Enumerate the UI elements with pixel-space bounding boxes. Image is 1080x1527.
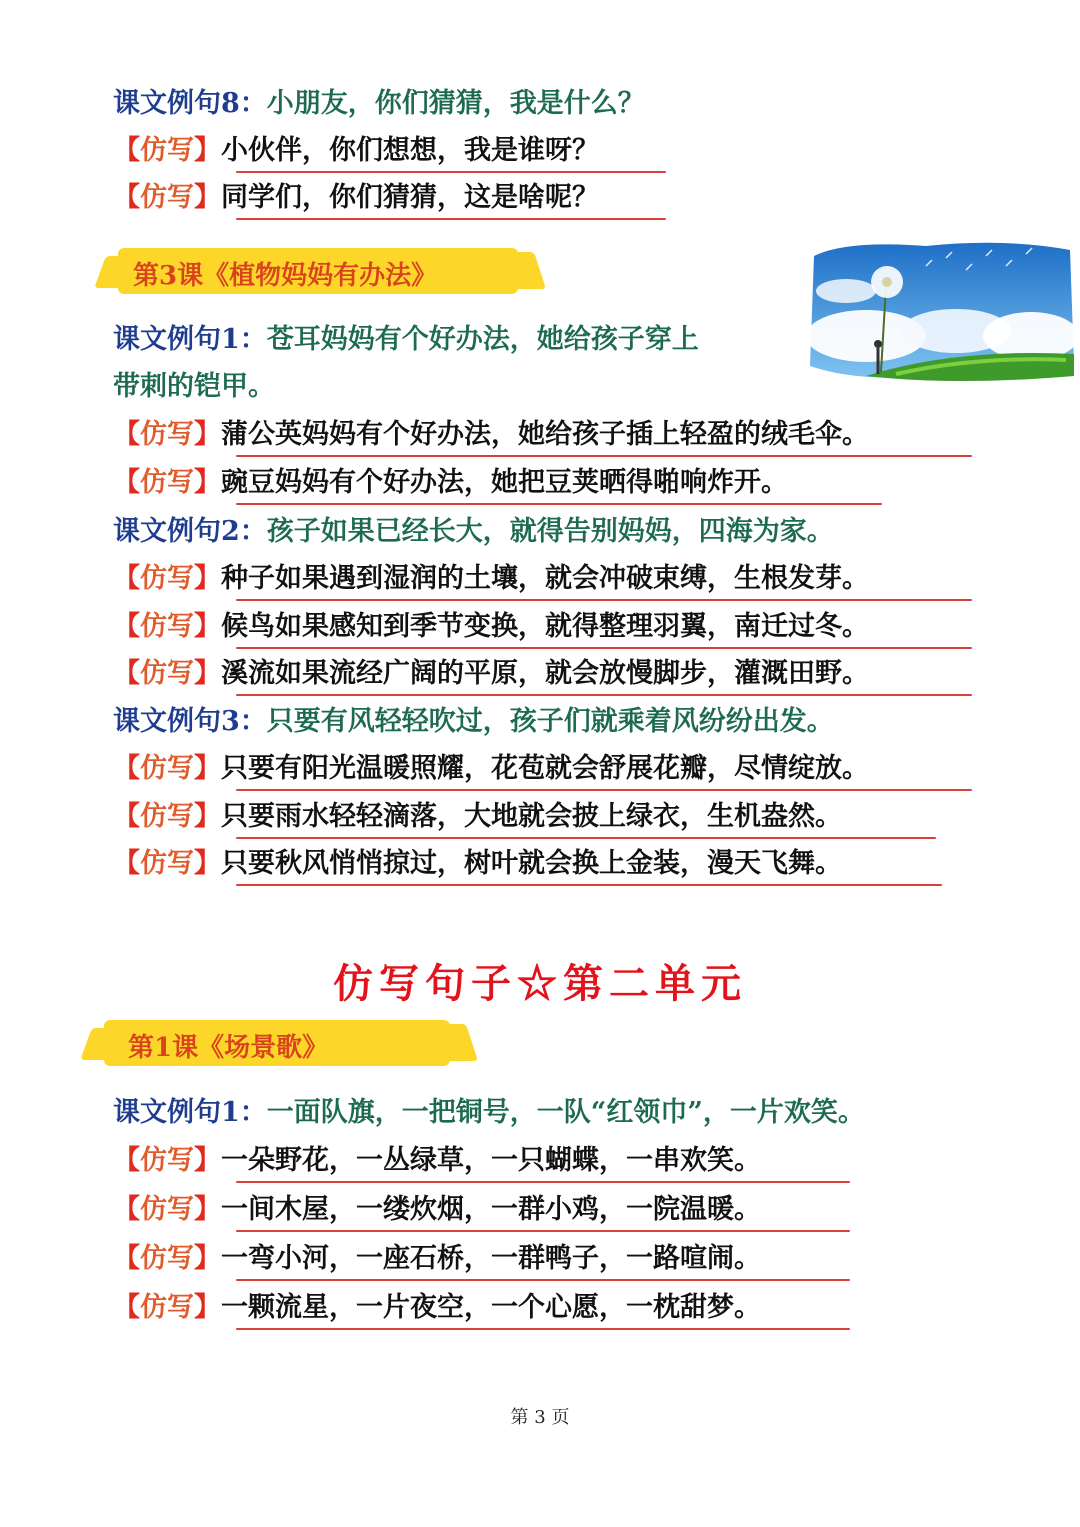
example-sentence-1-cont [113,369,275,405]
bracket-open: 【 [113,1243,140,1274]
imitation-text: 一弯小河，一座石桥，一群鸭子，一路喧闹。 [221,1243,761,1274]
underline [236,837,936,839]
bracket-open: 【 [113,419,140,450]
example-text: 一面队旗，一把铜号，一队“红领巾”，一片欢笑。 [266,1097,865,1128]
imitation-line [113,656,869,692]
imitation-text: 一颗流星，一片夜空，一个心愿，一枕甜梦。 [221,1292,761,1323]
lesson-heading: 第1课《场景歌》 [128,1033,329,1063]
underline [236,694,972,696]
example-text: 小朋友，你们猜猜，我是什么？ [266,88,645,119]
underline [236,884,942,886]
imitation-tag: 仿写 [140,135,194,166]
bracket-open: 【 [113,1194,140,1225]
imitation-line [113,751,869,787]
imitation-tag: 仿写 [140,658,194,689]
bracket-open: 【 [113,753,140,784]
underline [236,1230,850,1232]
underline [236,1181,850,1183]
imitation-line [113,133,599,169]
imitation-text: 溪流如果流经广阔的平原，就会放慢脚步，灌溉田野。 [221,658,869,689]
imitation-text: 蒲公英妈妈有个好办法，她给孩子插上轻盈的绒毛伞。 [221,419,869,450]
example-text: 只要有风轻轻吹过，孩子们就乘着风纷纷出发。 [266,706,834,737]
imitation-tag: 仿写 [140,1194,194,1225]
underline [236,1328,850,1330]
imitation-line [113,561,869,597]
bracket-close: 】 [194,658,221,689]
bracket-close: 】 [194,1243,221,1274]
bracket-open: 【 [113,563,140,594]
bracket-close: 】 [194,611,221,642]
bracket-close: 】 [194,135,221,166]
bracket-close: 】 [194,182,221,213]
underline [236,455,972,457]
imitation-text: 只要雨水轻轻滴落，大地就会披上绿衣，生机盎然。 [221,801,842,832]
example-label: 课文例句1： [113,324,267,355]
imitation-tag: 仿写 [140,563,194,594]
bracket-open: 【 [113,658,140,689]
bracket-open: 【 [113,848,140,879]
bracket-open: 【 [113,611,140,642]
imitation-tag: 仿写 [140,182,194,213]
bracket-open: 【 [113,182,140,213]
imitation-text: 只要有阳光温暖照耀，花苞就会舒展花瓣，尽情绽放。 [221,753,869,784]
imitation-line [113,1192,761,1228]
imitation-tag: 仿写 [140,848,194,879]
bracket-close: 】 [194,753,221,784]
imitation-tag: 仿写 [140,1243,194,1274]
bracket-open: 【 [113,801,140,832]
imitation-line [113,417,869,453]
imitation-tag: 仿写 [140,611,194,642]
imitation-text: 豌豆妈妈有个好办法，她把豆荚晒得啪响炸开。 [221,467,788,498]
example-label: 课文例句2： [113,516,267,547]
example-sentence-1 [113,322,699,358]
imitation-line [113,1241,761,1277]
imitation-line [113,465,788,501]
example-sentence-1 [113,1095,865,1131]
example-text: 孩子如果已经长大，就得告别妈妈，四海为家。 [266,516,834,547]
imitation-tag: 仿写 [140,1145,194,1176]
underline [236,599,972,601]
imitation-line [113,609,869,645]
page-number: 第 3 页 [510,1407,570,1428]
underline [236,1279,850,1281]
bracket-close: 】 [194,419,221,450]
imitation-text: 同学们，你们猜猜，这是啥呢？ [221,182,599,213]
bracket-close: 】 [194,801,221,832]
bracket-close: 】 [194,1292,221,1323]
example-text: 带刺的铠甲。 [113,371,275,402]
underline [236,789,972,791]
lesson-heading: 第3课《植物妈妈有办法》 [133,261,438,291]
example-text: 苍耳妈妈有个好办法，她给孩子穿上 [266,324,699,355]
imitation-line [113,846,842,882]
unit-title: 仿写句子☆第二单元 [333,960,747,1007]
bracket-open: 【 [113,467,140,498]
bracket-close: 】 [194,848,221,879]
bracket-open: 【 [113,135,140,166]
imitation-tag: 仿写 [140,753,194,784]
imitation-tag: 仿写 [140,467,194,498]
bracket-close: 】 [194,1194,221,1225]
imitation-text: 一间木屋，一缕炊烟，一群小鸡，一院温暖。 [221,1194,761,1225]
imitation-text: 小伙伴，你们想想，我是谁呀？ [221,135,599,166]
bracket-close: 】 [194,467,221,498]
example-sentence-8 [113,86,645,122]
underline [236,647,972,649]
example-sentence-3 [113,704,834,740]
underline [236,171,666,173]
underline [236,503,882,505]
imitation-line [113,180,599,216]
imitation-tag: 仿写 [140,801,194,832]
imitation-text: 种子如果遇到湿润的土壤，就会冲破束缚，生根发芽。 [221,563,869,594]
bracket-close: 】 [194,563,221,594]
underline [236,218,666,220]
imitation-line [113,1143,761,1179]
bracket-open: 【 [113,1145,140,1176]
imitation-line [113,1290,761,1326]
bracket-open: 【 [113,1292,140,1323]
bracket-close: 】 [194,1145,221,1176]
dandelion-sky-illustration [806,236,1078,384]
imitation-line [113,799,842,835]
example-label: 课文例句8： [113,88,267,119]
imitation-text: 一朵野花，一丛绿草，一只蝴蝶，一串欢笑。 [221,1145,761,1176]
imitation-tag: 仿写 [140,419,194,450]
imitation-tag: 仿写 [140,1292,194,1323]
imitation-text: 候鸟如果感知到季节变换，就得整理羽翼，南迁过冬。 [221,611,869,642]
example-label: 课文例句1： [113,1097,267,1128]
example-label: 课文例句3： [113,706,267,737]
example-sentence-2 [113,514,834,550]
imitation-text: 只要秋风悄悄掠过，树叶就会换上金装，漫天飞舞。 [221,848,842,879]
